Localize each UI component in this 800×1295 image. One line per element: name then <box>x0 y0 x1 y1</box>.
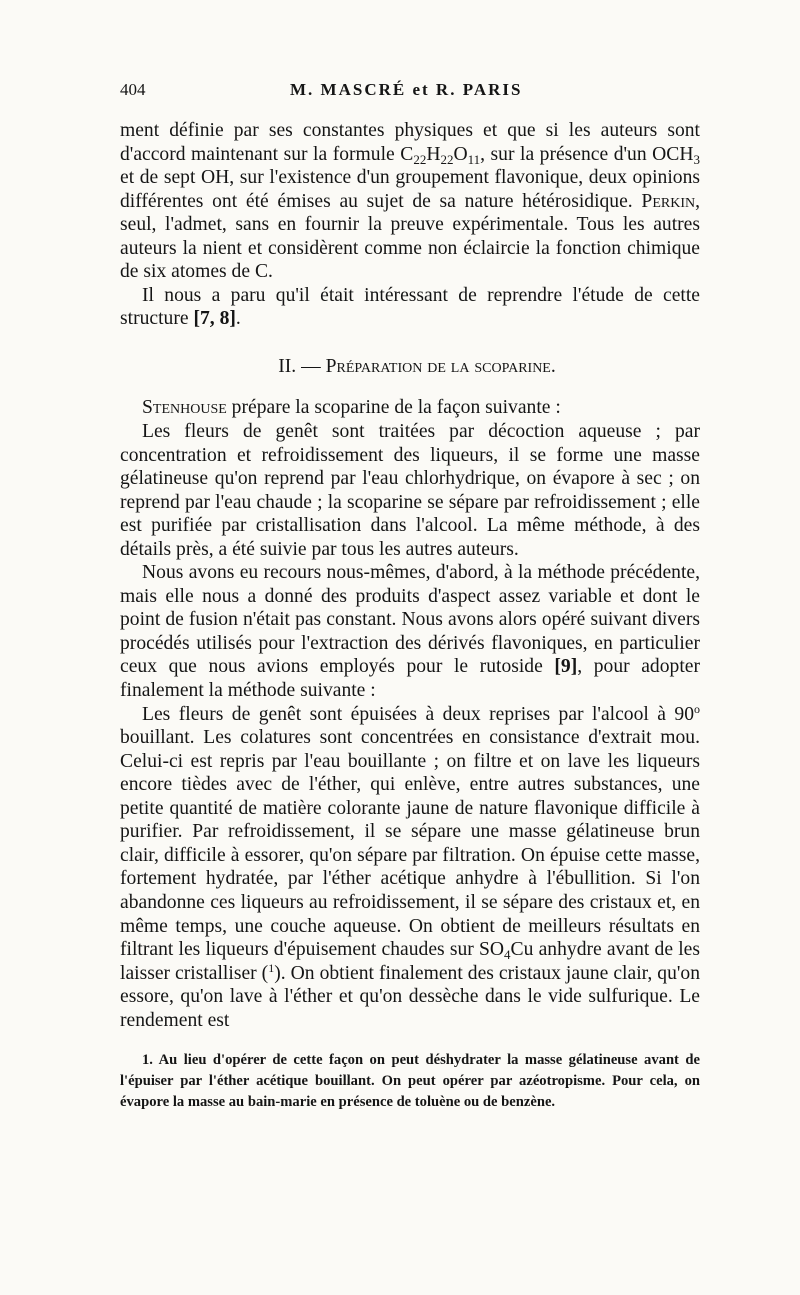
author-name: Stenhouse <box>142 397 227 419</box>
paragraph-3: Stenhouse prépare la scoparine de la façon suivante : <box>142 397 561 419</box>
reference: [7, 8] <box>193 308 236 330</box>
author-name: Perkin <box>641 190 696 212</box>
footnote-marker: 1 <box>268 960 275 975</box>
page-header <box>120 80 700 106</box>
section-title: II. — Préparation de la scoparine. <box>278 355 556 377</box>
paragraph-5: Nous avons eu recours nous-mêmes, d'abord, à la méthode précédente, mais elle nous a donné des produits d'aspect assez variable et dont le point de fusion n'était pas constant. Nous avons alors opéré suivant divers procédés utilisés pour l'extraction des dérivés flavoniques, en particulier ceux que nous avions employés pour le rutoside [9], pour adopter finalement la méthode suivante : <box>120 562 700 702</box>
running-head: M. MASCRÉ et R. PARIS <box>290 80 523 99</box>
paragraph-2: Il nous a paru qu'il était intéressant de reprendre l'étude de cette structure [7, 8]. <box>120 284 700 330</box>
reference: [9] <box>554 656 578 678</box>
paragraph-4: Les fleurs de genêt sont traitées par décoction aqueuse ; par concentration et refroidissement des liqueurs, il se forme une masse gélatineuse qu'on reprend par l'eau chlorhydrique, on évapore à sec ; on reprend par l'eau chaude ; la scoparine se sépare par refroidissement ; elle est purifiée par cristallisation dans l'alcool. La même méthode, à des détails près, a été suivie par tous les autres auteurs. <box>120 421 700 560</box>
footnote: 1. Au lieu d'opérer de cette façon on peut déshydrater la masse gélatineuse avant de l'épuiser par l'éther acétique bouillant. On peut opérer par azéotropisme. Pour cela, on évapore la masse au bain-marie en présence de toluène ou de benzène. <box>120 1052 700 1111</box>
page-number: 404 <box>120 80 146 99</box>
body-text <box>120 119 700 1032</box>
page <box>120 80 700 1113</box>
paragraph-6: Les fleurs de genêt sont épuisées à deux reprises par l'alcool à 90$^o$ bouillant. Les colatures sont concentrées en consistance d'extrait mou. Celui-ci est repris par l'eau bouillante ; on filtre et on lave les liqueurs encore tièdes avec de l'éther, qui enlève, entre autres substances, une petite quantité de matière colorante jaune de nature flavonique difficile à purifier. Par refroidissement, il se sépare une masse gélatineuse brun clair, difficile à essorer, qu'on sépare par filtration. On épuise cette masse, fortement hydratée, par l'éther acétique anhydre à l'ébullition. Si l'on abandonne ces liqueurs au refroidissement, il se sépare des cristaux et, en même temps, une couche aqueuse. On obtient de meilleurs résultats en filtrant les liqueurs d'épuisement chaudes sur $SO_4Cu$ anhydre avant de les laisser cristalliser ($^1$). On obtient finalement des cristaux jaune clair, qu'on essore, qu'on lave à l'éther et qu'on dessèche dans le vide sulfurique. Le rendement est <box>120 701 700 1031</box>
paragraph-1: ment définie par ses constantes physiques et que si les auteurs sont d'accord maintenant sur la formule $C_{22}H_{22}O_{11}$, sur la présence d'un $OCH_3$ et de sept OH, sur l'existence d'un groupement flavonique, deux opinions différentes ont été émises au sujet de sa nature hétérosidique. Perkin, seul, l'admet, sans en fournir la preuve expérimentale. Tous les autres auteurs la nient et considèrent comme non éclaircie la fonction chimique de six atomes de C. <box>120 120 700 283</box>
